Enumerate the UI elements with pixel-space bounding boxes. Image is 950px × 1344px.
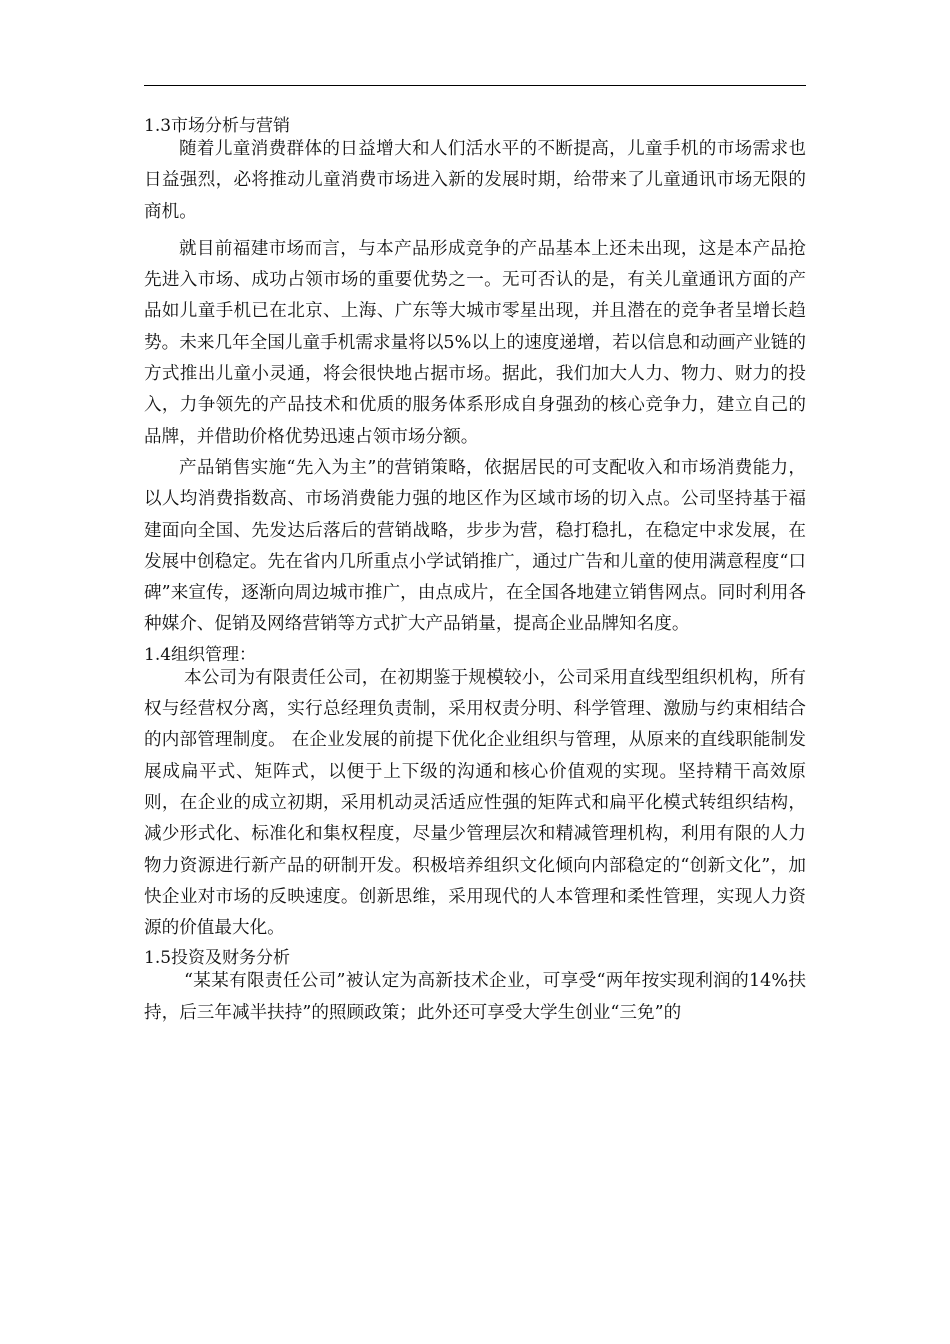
section-heading-1-4: 1.4组织管理： xyxy=(144,644,257,665)
document-page xyxy=(144,114,806,1029)
header-rule xyxy=(144,85,806,86)
paragraph: 就目前福建市场而言，与本产品形成竞争的产品基本上还未出现，这是本产品抢先进入市场、成功占领市场的重要优势之一。无可否认的是，有关儿童通讯方面的产品如儿童手机已在北京、上海、广东等大城市零星出现，并且潜在的竞争者呈增长趋势。未来几年全国儿童手机需求量将以5%以上的速度递增，若以信息和动画产业链的方式推出儿童小灵通，将会很快地占据市场。据此，我们加大人力、物力、财力的投入，力争领先的产品技术和优质的服务体系形成自身强劲的核心竞争力，建立自己的品牌，并借助价格优势迅速占领市场分额。 xyxy=(144,238,806,447)
paragraph: “某某有限责任公司”被认定为高新技术企业，可享受“两年按实现利润的14%扶持，后三年减半扶持”的照顾政策；此外还可享受大学生创业“三免”的 xyxy=(144,971,806,1023)
paragraph: 产品销售实施“先入为主”的营销策略，依据居民的可支配收入和市场消费能力，以人均消费指数高、市场消费能力强的地区作为区域市场的切入点。公司坚持基于福建面向全国、先发达后落后的营销战略，步步为营，稳打稳扎，在稳定中求发展，在发展中创稳定。先在省内几所重点小学试销推广，通过广告和儿童的使用满意程度“口碑”来宣传，逐渐向周边城市推广，由点成片，在全国各地建立销售网点。同时利用各种媒介、促销及网络营销等方式扩大产品销量，提高企业品牌知名度。 xyxy=(144,457,806,635)
paragraph: 本公司为有限责任公司，在初期鉴于规模较小，公司采用直线型组织机构，所有权与经营权分离，实行总经理负责制，采用权责分明、科学管理、激励与约束相结合的内部管理制度。 在企业发展的前提下优化企业组织与管理，从原来的直线职能制发展成扁平式、矩阵式，以便于上下级的沟通和核心价值观的实现。坚持精干高效原则，在企业的成立初期，采用机动灵活适应性强的矩阵式和扁平化模式转组织结构，减少形式化、标准化和集权程度，尽量少管理层次和精减管理机构，利用有限的人力物力资源进行新产品的研制开发。积极培养组织文化倾向内部稳定的“创新文化”，加快企业对市场的反映速度。创新思维，采用现代的人本管理和柔性管理，实现人力资源的价值最大化。 xyxy=(144,667,806,939)
section-heading-1-5: 1.5投资及财务分析 xyxy=(144,948,291,969)
section-heading-1-3: 1.3市场分析与营销 xyxy=(144,116,291,136)
paragraph: 随着儿童消费群体的日益增大和人们活水平的不断提高，儿童手机的市场需求也日益强烈，必将推动儿童消费市场进入新的发展时期，给带来了儿童通讯市场无限的商机。 xyxy=(144,139,806,222)
